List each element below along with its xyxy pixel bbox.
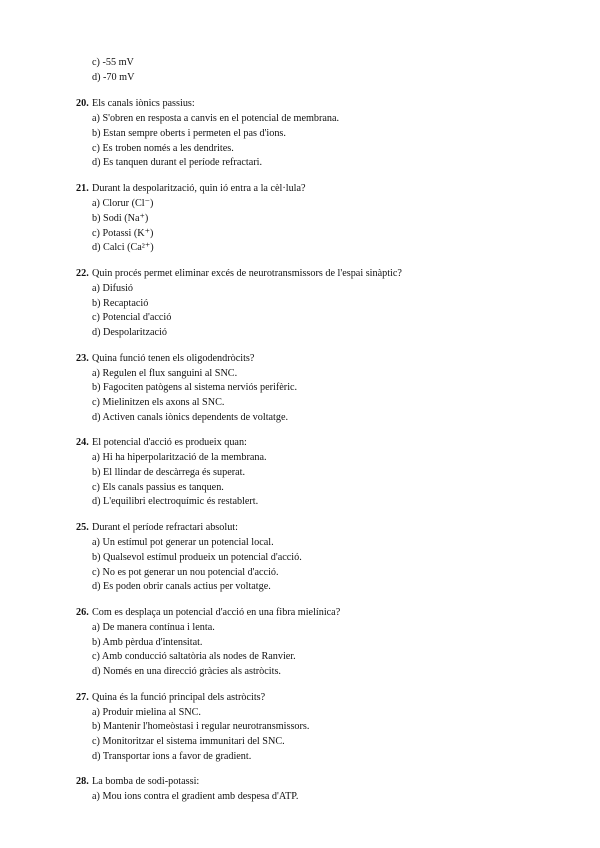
option: d) Es tanquen durant el període refractari. (92, 157, 262, 169)
question-number: 22. (76, 267, 89, 279)
question-text: Quin procés permet eliminar excés de neurotransmissors de l'espai sinàptic? (92, 267, 402, 279)
option: b) El llindar de descàrrega és superat. (92, 467, 246, 479)
option: a) Regulen el flux sanguini al SNC. (92, 367, 238, 379)
question-24 (76, 435, 536, 510)
option: c) Potencial d'acció (92, 312, 172, 324)
question-text: Com es desplaça un potencial d'acció en una fibra mielínica? (92, 606, 341, 618)
option: d) Activen canals iònics dependents de voltatge. (92, 411, 289, 423)
question-number: 25. (76, 522, 89, 534)
document-page (76, 56, 536, 815)
question-text: Durant el període refractari absolut: (92, 522, 238, 534)
question-text: La bomba de sodi-potassi: (92, 776, 200, 788)
option: a) S'obren en resposta a canvis en el potencial de membrana. (92, 113, 340, 125)
option: a) Produir mielina al SNC. (92, 706, 201, 718)
option: d) Es poden obrir canals actius per voltatge. (92, 581, 271, 593)
option: a) Mou ions contra el gradient amb despesa d'ATP. (92, 791, 299, 803)
question-number: 28. (76, 776, 89, 788)
question-text: Quina funció tenen els oligodendròcits? (92, 352, 255, 364)
question-text: El potencial d'acció es produeix quan: (92, 437, 247, 449)
option: d) L'equilibri electroquímic és restablert. (92, 496, 259, 508)
option: b) Mantenir l'homeòstasi i regular neurotransmissors. (92, 721, 310, 733)
option: d) Despolarització (92, 326, 167, 338)
option: c) Mielinitzen els axons al SNC. (92, 397, 225, 408)
question-25 (76, 520, 536, 595)
option: b) Fagociten patògens al sistema nerviós perifèric. (92, 382, 298, 394)
question-number: 27. (76, 691, 89, 703)
option: c) Monitoritzar el sistema immunitari del SNC. (92, 736, 285, 747)
option: b) Recaptació (92, 297, 149, 309)
question-number: 26. (76, 606, 89, 618)
option: b) Sodi (Na⁺) (92, 212, 149, 224)
option: d) Només en una direcció gràcies als astròcits. (92, 665, 281, 677)
question-26 (76, 605, 536, 680)
option: b) Qualsevol estímul produeix un potencial d'acció. (92, 551, 302, 563)
question-28 (76, 774, 536, 805)
option: a) Clorur (Cl⁻) (92, 198, 154, 210)
option: a) Un estímul pot generar un potencial local. (92, 537, 274, 549)
question-27 (76, 690, 536, 765)
option: c) Es troben només a les dendrites. (92, 142, 234, 154)
option: d) -70 mV (92, 71, 135, 83)
option: a) Difusió (92, 282, 134, 294)
question-21 (76, 181, 536, 256)
option: c) Potassi (K⁺) (92, 227, 154, 239)
option: b) Estan sempre oberts i permeten el pas d'ions. (92, 128, 286, 140)
question-text: Els canals iònics passius: (92, 98, 195, 110)
option: b) Amb pèrdua d'intensitat. (92, 636, 203, 648)
option: c) No es pot generar un nou potencial d'acció. (92, 566, 279, 578)
question-number: 20. (76, 98, 89, 110)
option: c) Els canals passius es tanquen. (92, 481, 224, 493)
question-number: 23. (76, 352, 89, 364)
option: a) De manera contínua i lenta. (92, 621, 215, 633)
question-number: 21. (76, 183, 89, 195)
question-text: Durant la despolarització, quin ió entra a la cèl·lula? (92, 183, 306, 195)
question-23 (76, 351, 536, 426)
continued-options (76, 56, 536, 85)
question-text: Quina és la funció principal dels astròcits? (92, 691, 266, 703)
option: a) Hi ha hiperpolarització de la membrana. (92, 452, 267, 464)
option: d) Calci (Ca²⁺) (92, 242, 154, 254)
question-22 (76, 266, 536, 341)
option: d) Transportar ions a favor de gradient. (92, 750, 252, 762)
option: c) Amb conducció saltatòria als nodes de Ranvier. (92, 651, 296, 663)
question-number: 24. (76, 437, 89, 449)
option: c) -55 mV (92, 57, 134, 68)
question-20 (76, 96, 536, 171)
